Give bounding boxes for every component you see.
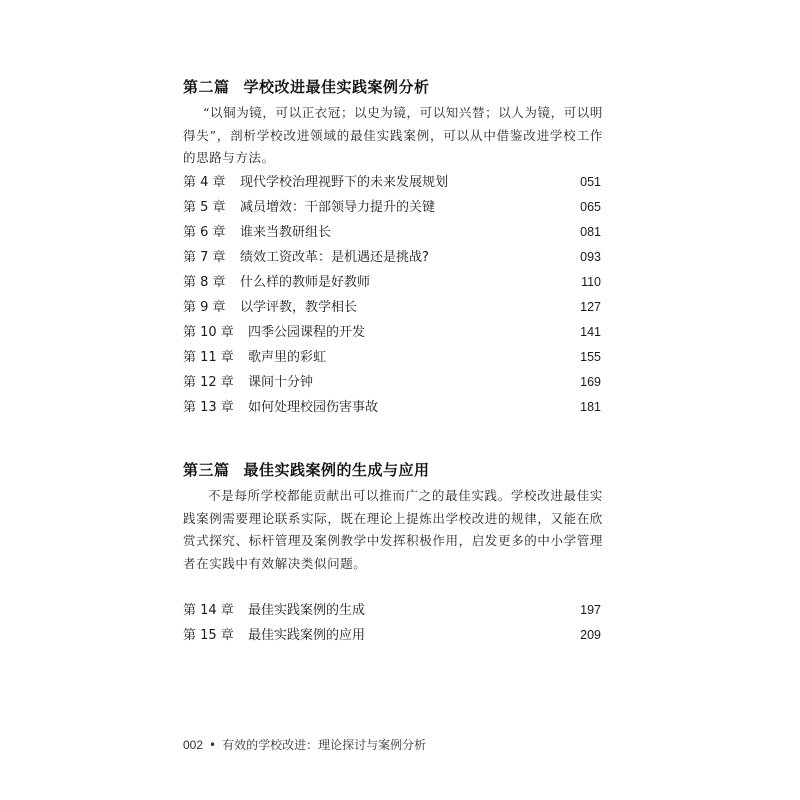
part-3-intro: [183, 485, 603, 575]
toc-chapter-title: 最佳实践案例的生成: [248, 603, 366, 618]
toc-entry[interactable]: [183, 598, 601, 623]
toc-chapter-title: 课间十分钟: [248, 375, 314, 390]
toc-chapter-title: 减员增效：干部领导力提升的关键: [240, 200, 436, 215]
toc-page-number: 197: [580, 603, 601, 617]
footer-separator: •: [209, 738, 217, 752]
toc-entry[interactable]: [183, 195, 601, 220]
toc-page-number: 127: [580, 300, 601, 314]
toc-chapter-title: 现代学校治理视野下的未来发展规划: [240, 175, 449, 190]
part-3-toc: [183, 598, 601, 648]
toc-page-number: 181: [580, 400, 601, 414]
toc-page-number: 209: [580, 628, 601, 642]
toc-page-number: 081: [580, 225, 601, 239]
toc-chapter-number: 第 15 章: [183, 628, 234, 643]
toc-page-number: 155: [580, 350, 601, 364]
toc-entry[interactable]: [183, 220, 601, 245]
toc-page-number: 065: [580, 200, 601, 214]
toc-chapter-title: 最佳实践案例的应用: [248, 628, 366, 643]
toc-chapter-title: 谁来当教研组长: [240, 225, 332, 240]
toc-entry[interactable]: [183, 170, 601, 195]
part-2-intro: [183, 102, 603, 170]
footer-page-number: 002: [183, 738, 204, 752]
toc-chapter-title: 四季公园课程的开发: [248, 325, 366, 340]
toc-page-number: 051: [580, 175, 601, 189]
footer-book-title: 有效的学校改进：理论探讨与案例分析: [222, 738, 427, 752]
toc-page-number: 110: [581, 275, 601, 289]
part-3-intro-text: 不是每所学校都能贡献出可以推而广之的最佳实践。学校改进最佳实践案例需要理论联系实际，既在理论上提炼出学校改进的规律，又能在欣赏式探究、标杆管理及案例教学中发挥积极作用，启发更多的中小学管理者在实践中有效解决类似问题。: [183, 488, 603, 571]
toc-chapter-number: 第 8 章: [183, 275, 226, 290]
toc-chapter-number: 第 6 章: [183, 225, 226, 240]
page-footer: [183, 736, 426, 753]
toc-entry[interactable]: [183, 345, 601, 370]
toc-chapter-number: 第 10 章: [183, 325, 234, 340]
part-2-title: 学校改进最佳实践案例分析: [243, 78, 430, 96]
toc-chapter-title: 什么样的教师是好教师: [240, 275, 371, 290]
toc-chapter-number: 第 11 章: [183, 350, 234, 365]
toc-chapter-number: 第 9 章: [183, 300, 226, 315]
toc-entry[interactable]: [183, 270, 601, 295]
toc-chapter-number: 第 5 章: [183, 200, 226, 215]
part-2-heading: [183, 76, 430, 97]
toc-chapter-number: 第 14 章: [183, 603, 234, 618]
toc-page-number: 141: [580, 325, 601, 339]
toc-chapter-title: 绩效工资改革：是机遇还是挑战?: [240, 250, 429, 265]
toc-entry[interactable]: [183, 395, 601, 420]
toc-entry[interactable]: [183, 320, 601, 345]
part-3-title: 最佳实践案例的生成与应用: [243, 461, 430, 479]
toc-chapter-title: 歌声里的彩虹: [248, 350, 327, 365]
toc-chapter-number: 第 12 章: [183, 375, 234, 390]
toc-chapter-title: 以学评教，教学相长: [240, 300, 358, 315]
toc-page-number: 169: [580, 375, 601, 389]
toc-entry[interactable]: [183, 623, 601, 648]
toc-chapter-number: 第 13 章: [183, 400, 234, 415]
part-2-intro-text: “以铜为镜，可以正衣冠；以史为镜，可以知兴替；以人为镜，可以明得失”，剖析学校改进领域的最佳实践案例，可以从中借鉴改进学校工作的思路与方法。: [183, 105, 603, 165]
toc-chapter-number: 第 7 章: [183, 250, 226, 265]
toc-entry[interactable]: [183, 295, 601, 320]
part-2-number: 第二篇: [183, 78, 230, 96]
toc-chapter-title: 如何处理校园伤害事故: [248, 400, 379, 415]
part-3-heading: [183, 459, 430, 480]
toc-entry[interactable]: [183, 245, 601, 270]
part-3-number: 第三篇: [183, 461, 230, 479]
toc-entry[interactable]: [183, 370, 601, 395]
toc-page-number: 093: [580, 250, 601, 264]
toc-chapter-number: 第 4 章: [183, 175, 226, 190]
part-2-toc: [183, 170, 601, 420]
